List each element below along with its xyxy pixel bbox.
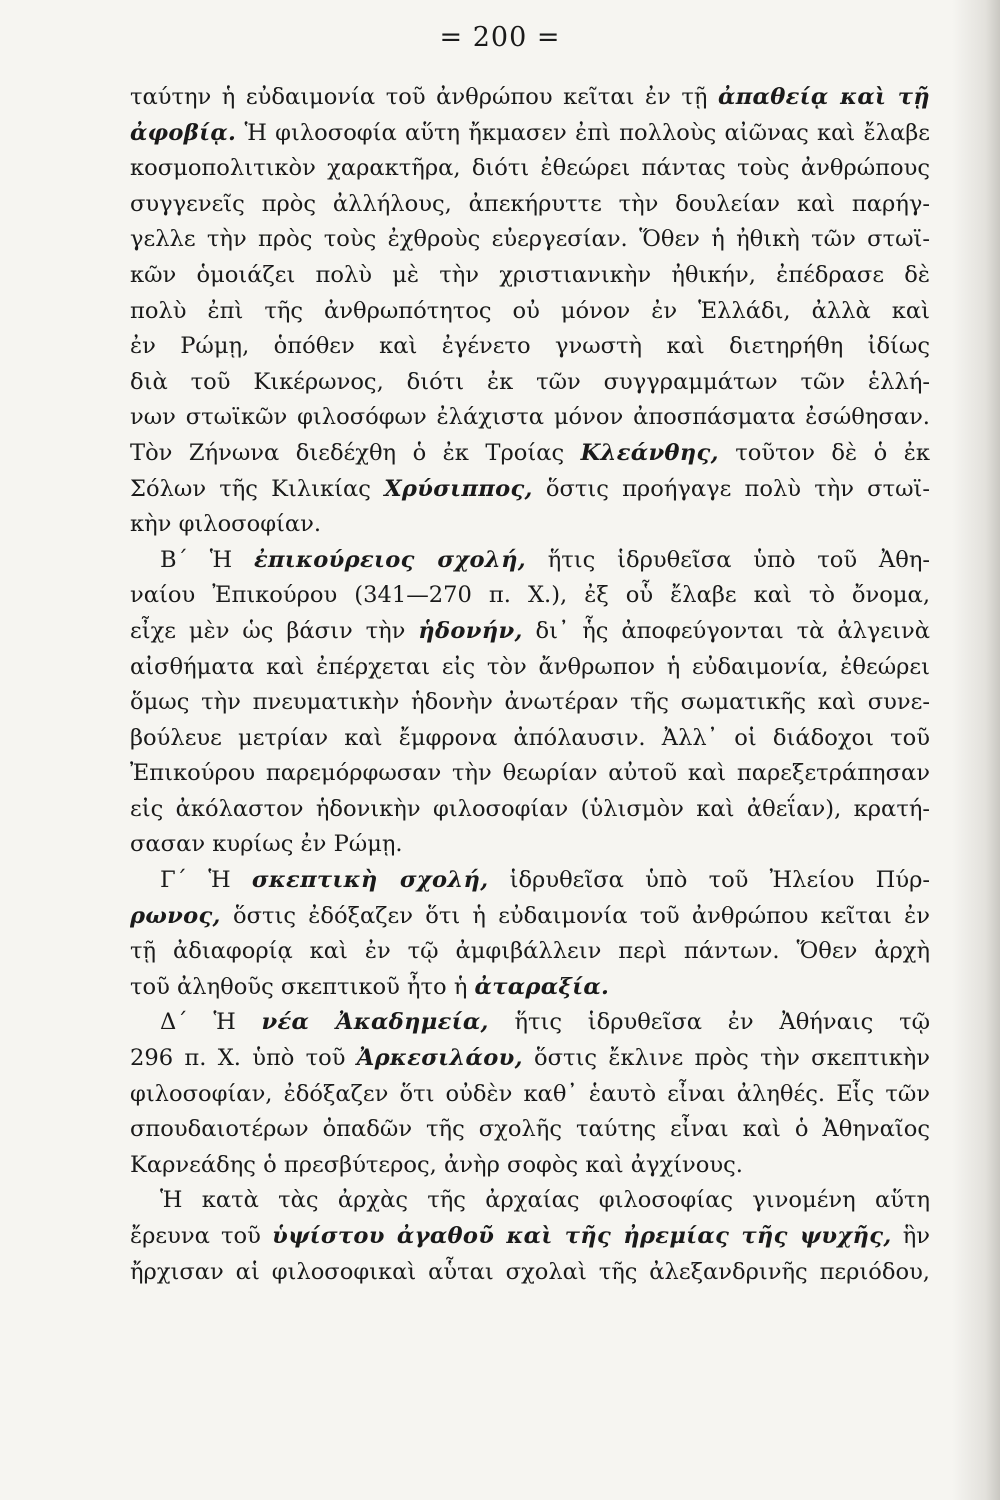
text-line	[130, 792, 930, 828]
text-line	[130, 472, 930, 508]
text-line	[130, 1077, 930, 1113]
text-line-segment: βούλευε μετρίαν καὶ ἔμφρονα ἀπόλαυσιν. Ἀλλ᾽ οἱ διάδοχοι τοῦ	[130, 724, 930, 751]
text-line-segment: ὅμως τὴν πνευματικὴν ἡδονὴν ἀνωτέραν τῆς σωματικῆς καὶ συνε-	[130, 689, 930, 716]
text-line-segment: πολὺ ἐπὶ τῆς ἀνθρωπότητος οὐ μόνον ἐν Ἑλλάδι, ἀλλὰ καὶ	[130, 297, 930, 324]
text-line	[130, 151, 930, 187]
text-line	[130, 436, 930, 472]
emphasized-term: ἀταραξία.	[474, 973, 610, 1000]
text-line-segment: Ἡ κατὰ τὰς ἀρχὰς τῆς ἀρχαίας φιλοσοφίας γινομένη αὕτη	[160, 1187, 930, 1214]
text-line-segment: εἰς ἀκόλαστον ἡδονικὴν φιλοσοφίαν (ὑλισμὸν καὶ ἀθεΐαν), κρατή-	[130, 795, 930, 822]
text-line	[130, 934, 930, 970]
text-line-segment: αἰσθήματα καὶ ἐπέρχεται εἰς τὸν ἄνθρωπον ἡ εὐδαιμονία, ἐθεώρει	[130, 653, 930, 680]
text-line-segment: Δ΄ Ἡ	[160, 1009, 262, 1036]
text-line-segment: ἣν	[891, 1223, 930, 1249]
text-line-segment: τῇ ἀδιαφορίᾳ καὶ ἐν τῷ ἀμφιβάλλειν περὶ πάντων. Ὅθεν ἀρχὴ	[130, 938, 930, 965]
emphasized-term: ἐπικούρειος σχολή,	[253, 546, 526, 573]
emphasized-term: Ἀρκεσιλάου,	[356, 1045, 523, 1072]
text-line-segment: ἤρχισαν αἱ φιλοσοφικαὶ αὗται σχολαὶ τῆς ἀλεξανδρινῆς περιόδου,	[130, 1258, 930, 1285]
text-line	[130, 1148, 930, 1184]
text-line-segment: ταύτην ἡ εὐδαιμονία τοῦ ἀνθρώπου κεῖται ἐν τῇ	[130, 84, 719, 110]
text-line-segment: Γ΄ Ἡ	[160, 867, 252, 894]
emphasized-term: ἀπαθείᾳ καὶ τῇ	[718, 84, 930, 110]
text-line-segment: εἶχε μὲν ὡς βάσιν τὴν	[130, 617, 419, 644]
text-line-segment: σπουδαιοτέρων ὀπαδῶν τῆς σχολῆς ταύτης εἶναι καὶ ὁ Ἀθηναῖος	[130, 1116, 930, 1143]
text-line	[130, 1255, 930, 1291]
text-line	[130, 721, 930, 757]
emphasized-term: ἀφοβίᾳ.	[130, 119, 237, 146]
emphasized-term: Χρύσιππος,	[384, 475, 533, 502]
text-line-segment: ὅστις προήγαγε πολὺ τὴν στωϊ-	[532, 475, 930, 502]
text-line-segment: ὅστις ἔκλινε πρὸς τὴν σκεπτικὴν	[522, 1045, 930, 1072]
text-line-segment: φιλοσοφίαν, ἐδόξαζεν ὅτι οὐδὲν καθ᾽ ἑαυτὸ εἶναι ἀληθές. Εἷς τῶν	[130, 1080, 930, 1107]
emphasized-term: ρωνος,	[130, 902, 221, 929]
text-line	[130, 827, 930, 863]
emphasized-term: σκεπτικὴ σχολή,	[251, 867, 489, 894]
page-number: = 200 =	[439, 22, 561, 53]
text-line	[130, 756, 930, 792]
text-line-segment: ὅστις ἐδόξαζεν ὅτι ἡ εὐδαιμονία τοῦ ἀνθρώπου κεῖται ἐν	[220, 902, 930, 929]
text-line	[130, 1005, 930, 1041]
text-line-segment: ἐν Ρώμῃ, ὁπόθεν καὶ ἐγένετο γνωστὴ καὶ διετηρήθη ἰδίως	[130, 333, 930, 360]
text-line	[130, 1219, 930, 1255]
text-line-segment: διὰ τοῦ Κικέρωνος, διότι ἐκ τῶν συγγραμμάτων τῶν ἑλλή-	[130, 368, 930, 395]
text-line-segment: συγγενεῖς πρὸς ἀλλήλους, ἀπεκήρυττε τὴν δουλείαν καὶ παρήγ-	[130, 190, 930, 217]
text-line	[130, 650, 930, 686]
text-line-segment: Καρνεάδης ὁ πρεσβύτερος, ἀνὴρ σοφὸς καὶ ἀγχίνους.	[130, 1151, 743, 1178]
text-line-segment: Β΄ Ἡ	[160, 546, 254, 573]
text-line	[130, 543, 930, 579]
text-line	[130, 80, 930, 116]
text-line-segment: σασαν κυρίως ἐν Ρώμῃ.	[130, 831, 403, 858]
text-line-segment: ἔρευνα τοῦ	[130, 1223, 273, 1249]
text-line	[130, 222, 930, 258]
text-line-segment: τοῦτον δὲ ὁ ἐκ	[718, 439, 930, 466]
text-line-segment: δι᾽ ἧς ἀποφεύγονται τὰ ἀλγεινὰ	[522, 617, 930, 644]
text-line-segment: ἥτις ἱδρυθεῖσα ἐν Ἀθήναις τῷ	[488, 1009, 930, 1036]
emphasized-term: νέα Ἀκαδημεία,	[261, 1009, 489, 1036]
text-line	[130, 187, 930, 223]
text-line	[130, 970, 930, 1006]
text-line	[130, 116, 930, 152]
text-line	[130, 1041, 930, 1077]
text-line-segment: ἥτις ἱδρυθεῖσα ὑπὸ τοῦ Ἀθη-	[525, 546, 930, 573]
text-line-segment: τοῦ ἀληθοῦς σκεπτικοῦ ἦτο ἡ	[130, 973, 475, 1000]
text-line	[130, 1112, 930, 1148]
body-text	[130, 80, 930, 1290]
text-line	[130, 294, 930, 330]
text-line	[130, 400, 930, 436]
text-line	[130, 863, 930, 899]
text-line-segment: κῶν ὁμοιάζει πολὺ μὲ τὴν χριστιανικὴν ἠθικήν, ἐπέδρασε δὲ	[130, 261, 930, 288]
text-line	[130, 899, 930, 935]
text-line	[130, 258, 930, 294]
emphasized-term: ἡδονήν,	[418, 617, 523, 644]
text-line	[130, 365, 930, 401]
text-line-segment: κὴν φιλοσοφίαν.	[130, 511, 322, 538]
text-line-segment: γελλε τὴν πρὸς τοὺς ἐχθροὺς εὐεργεσίαν. Ὅθεν ἡ ἠθικὴ τῶν στωϊ-	[130, 226, 930, 253]
text-line	[130, 685, 930, 721]
text-line-segment: Ἐπικούρου παρεμόρφωσαν τὴν θεωρίαν αὐτοῦ καὶ παρεξετράπησαν	[130, 760, 930, 787]
text-line-segment: 296 π. Χ. ὑπὸ τοῦ	[130, 1045, 357, 1072]
emphasized-term: ὑψίστου ἀγαθοῦ καὶ τῆς ἠρεμίας τῆς ψυχῆς,	[272, 1223, 892, 1249]
text-line-segment: Σόλων τῆς Κιλικίας	[130, 475, 385, 502]
text-line	[130, 329, 930, 365]
page-edge-shadow	[952, 0, 1000, 1500]
text-line	[130, 578, 930, 614]
text-line-segment: νων στωϊκῶν φιλοσόφων ἐλάχιστα μόνον ἀποσπάσματα ἐσώθησαν.	[130, 404, 930, 431]
text-line	[130, 507, 930, 543]
text-line-segment: Τὸν Ζήνωνα διεδέχθη ὁ ἐκ Τροίας	[130, 439, 581, 466]
emphasized-term: Κλεάνθης,	[580, 439, 719, 466]
text-line	[130, 614, 930, 650]
text-line-segment: ναίου Ἐπικούρου (341—270 π. Χ.), ἐξ οὗ ἔλαβε καὶ τὸ ὄνομα,	[130, 582, 930, 609]
text-line-segment: κοσμοπολιτικὸν χαρακτῆρα, διότι ἐθεώρει πάντας τοὺς ἀνθρώπους	[130, 155, 930, 182]
text-line	[130, 1183, 930, 1219]
text-line-segment: ἱδρυθεῖσα ὑπὸ τοῦ Ἠλείου Πύρ-	[488, 867, 930, 894]
text-line-segment: Ἡ φιλοσοφία αὕτη ἤκμασεν ἐπὶ πολλοὺς αἰῶνας καὶ ἔλαβε	[236, 119, 930, 146]
